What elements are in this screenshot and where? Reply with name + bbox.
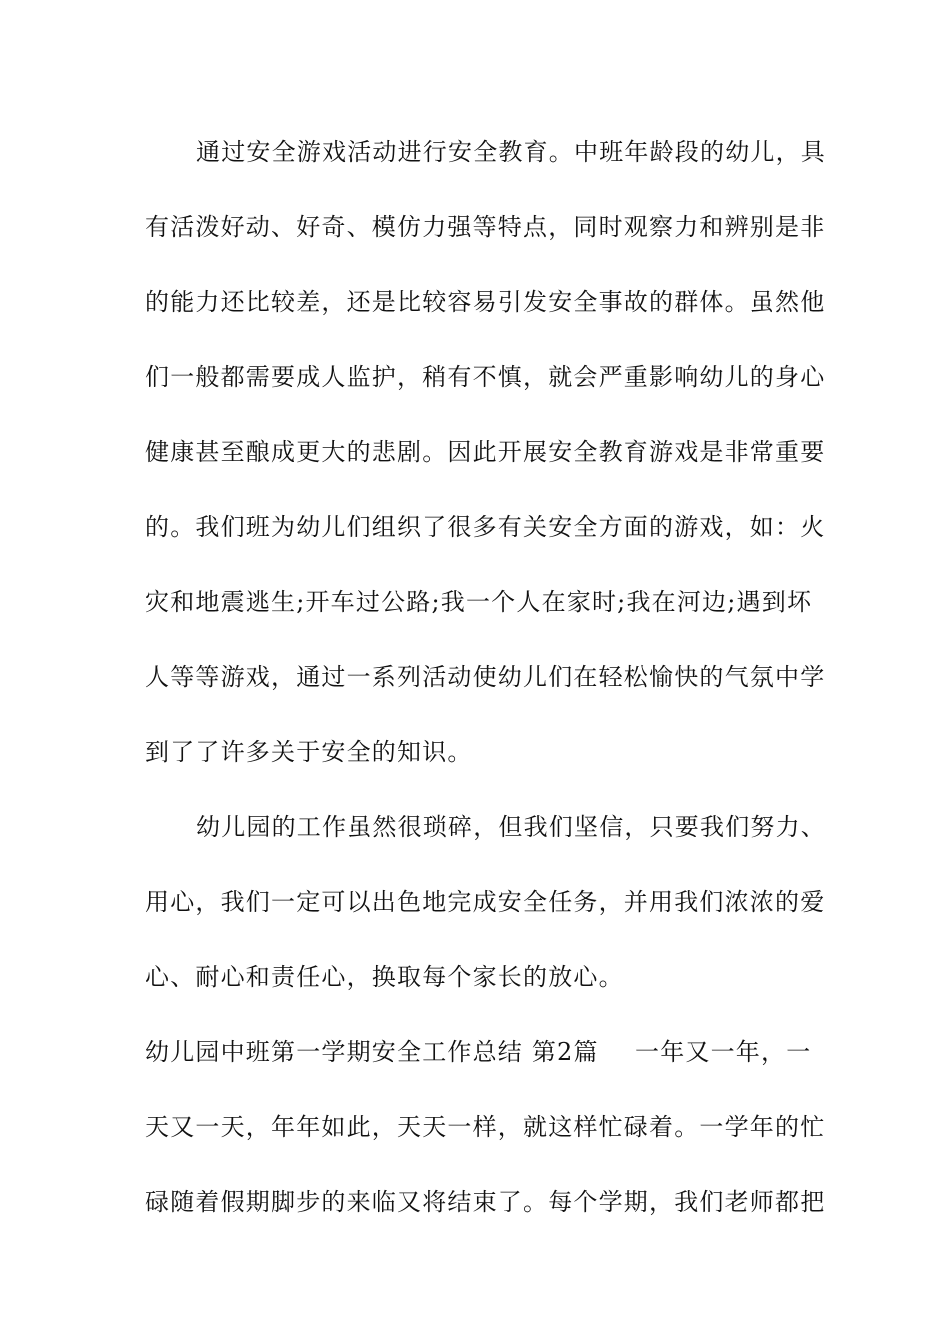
paragraph-1-line-8: 人等等游戏，通过一系列活动使幼儿们在轻松愉快的气氛中学 — [145, 663, 826, 691]
paragraph-1-line-4: 们一般都需要成人监护，稍有不慎，就会严重影响幼儿的身心 — [145, 363, 826, 391]
paragraph-1-line-7: 灾和地震逃生;开车过公路;我一个人在家时;我在河边;遇到坏 — [145, 588, 813, 616]
paragraph-3-line-1: 一年又一年，一 — [635, 1038, 812, 1066]
paragraph-1-line-5: 健康甚至酿成更大的悲剧。因此开展安全教育游戏是非常重要 — [145, 438, 826, 466]
paragraph-1-line-2: 有活泼好动、好奇、模仿力强等特点，同时观察力和辨别是非 — [145, 213, 826, 241]
paragraph-1-line-1: 通过安全游戏活动进行安全教育。中班年龄段的幼儿，具 — [196, 138, 826, 166]
section-heading-row — [145, 1036, 812, 1068]
paragraph-2-line-2: 用心，我们一定可以出色地完成安全任务，并用我们浓浓的爱 — [145, 888, 826, 916]
section-heading: 幼儿园中班第一学期安全工作总结 第2篇 — [145, 1038, 599, 1066]
paragraph-3-line-3: 碌随着假期脚步的来临又将结束了。每个学期，我们老师都把 — [145, 1188, 826, 1216]
paragraph-2-line-3: 心、耐心和责任心，换取每个家长的放心。 — [145, 963, 624, 991]
paragraph-2-line-1: 幼儿园的工作虽然很琐碎，但我们坚信，只要我们努力、 — [196, 813, 826, 841]
paragraph-1-line-9: 到了了许多关于安全的知识。 — [145, 738, 473, 766]
paragraph-3-line-2: 天又一天，年年如此，天天一样，就这样忙碌着。一学年的忙 — [145, 1113, 826, 1141]
paragraph-1-line-3: 的能力还比较差，还是比较容易引发安全事故的群体。虽然他 — [145, 288, 826, 316]
paragraph-1-line-6: 的。我们班为幼儿们组织了很多有关安全方面的游戏，如：火 — [145, 513, 826, 541]
